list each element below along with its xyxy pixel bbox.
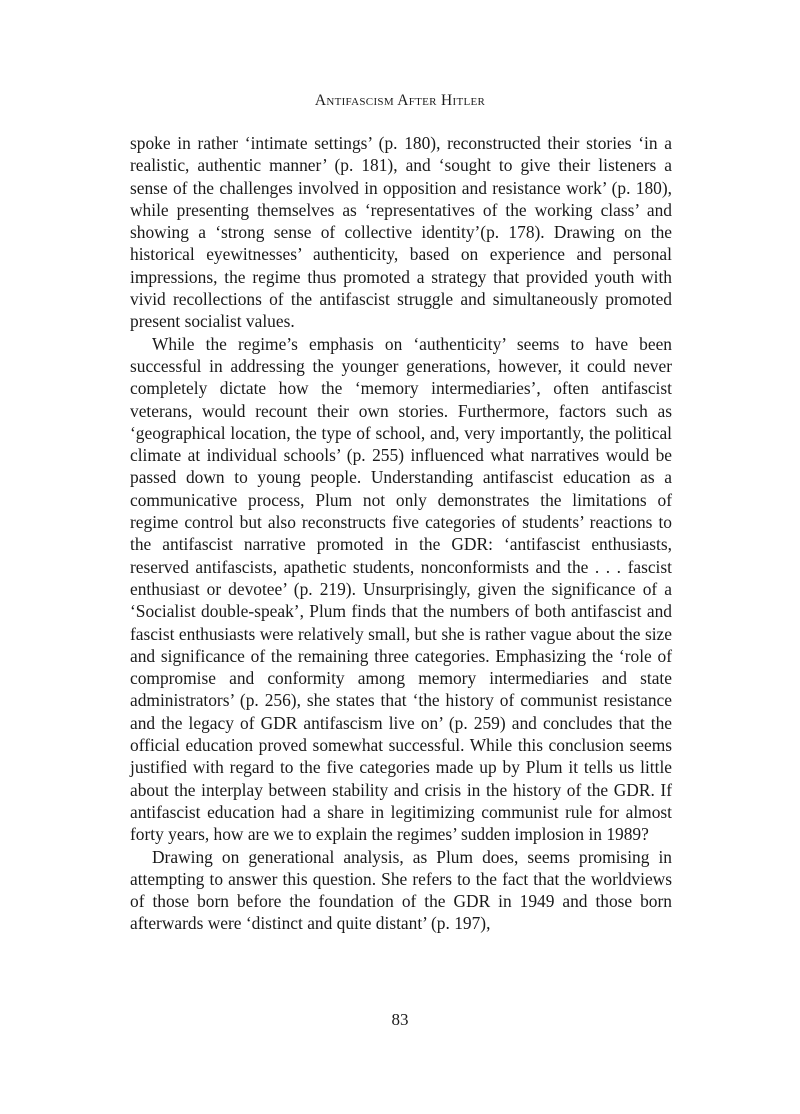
running-head: Antifascism After Hitler <box>314 92 486 109</box>
paragraph: While the regime’s emphasis on ‘authenticity’ seems to have been successful in addressing the younger generations, however, it could never completely dictate how the ‘memory intermediaries’, often antifascist veterans, would recount their own stories. Furthermore, factors such as ‘geographical location, the type of school, and, very importantly, the political climate at individual schools’ (p. 255) influenced what narratives would be passed down to young people. Understanding antifascist education as a communicative process, Plum not only demonstrates the limitations of regime control but also reconstructs five categories of students’ reactions to the antifascist narrative promoted in the GDR: ‘antifascist enthusiasts, reserved antifascists, apathetic students, nonconformists and the . . . fascist enthusiast or devotee’ (p. 219). Unsurprisingly, given the significance of a ‘Socialist double-speak’, Plum finds that the numbers of both antifascist and fascist enthusiasts were relatively small, but she is rather vague about the size and significance of the remaining three categories. Emphasizing the ‘role of compromise and conformity among memory intermediaries and state administrators’ (p. 256), she states that ‘the history of communist resistance and the legacy of GDR antifascism live on’ (p. 259) and concludes that the official education proved somewhat successful. While this conclusion seems justified with regard to the five categories made up by Plum it tells us little about the interplay between stability and crisis in the history of the GDR. If antifascist education had a share in legitimizing communist rule for almost forty years, how are we to explain the regimes’ sudden implosion in 1989? <box>130 333 672 845</box>
paragraph-continued: spoke in rather ‘intimate settings’ (p. 180), reconstructed their stories ‘in a realistic, authentic manner’ (p. 181), and ‘sought to give their listeners a sense of the challenges involved in opposition and resistance work’ (p. 180), while presenting themselves as ‘representatives of the working class’ and showing a ‘strong sense of collective identity’(p. 178). Drawing on the historical eyewitnesses’ authenticity, based on experience and personal impressions, the regime thus promoted a strategy that provided youth with vivid recollections of the antifascist struggle and simultaneously promoted present socialist values. <box>130 133 672 332</box>
body-text <box>130 132 672 935</box>
page-number: 83 <box>391 1010 409 1029</box>
paragraph: Drawing on generational analysis, as Plum does, seems promising in attempting to answer this question. She refers to the fact that the worldviews of those born before the foundation of the GDR in 1949 and those born afterwards were ‘distinct and quite distant’ (p. 197), <box>130 846 672 934</box>
